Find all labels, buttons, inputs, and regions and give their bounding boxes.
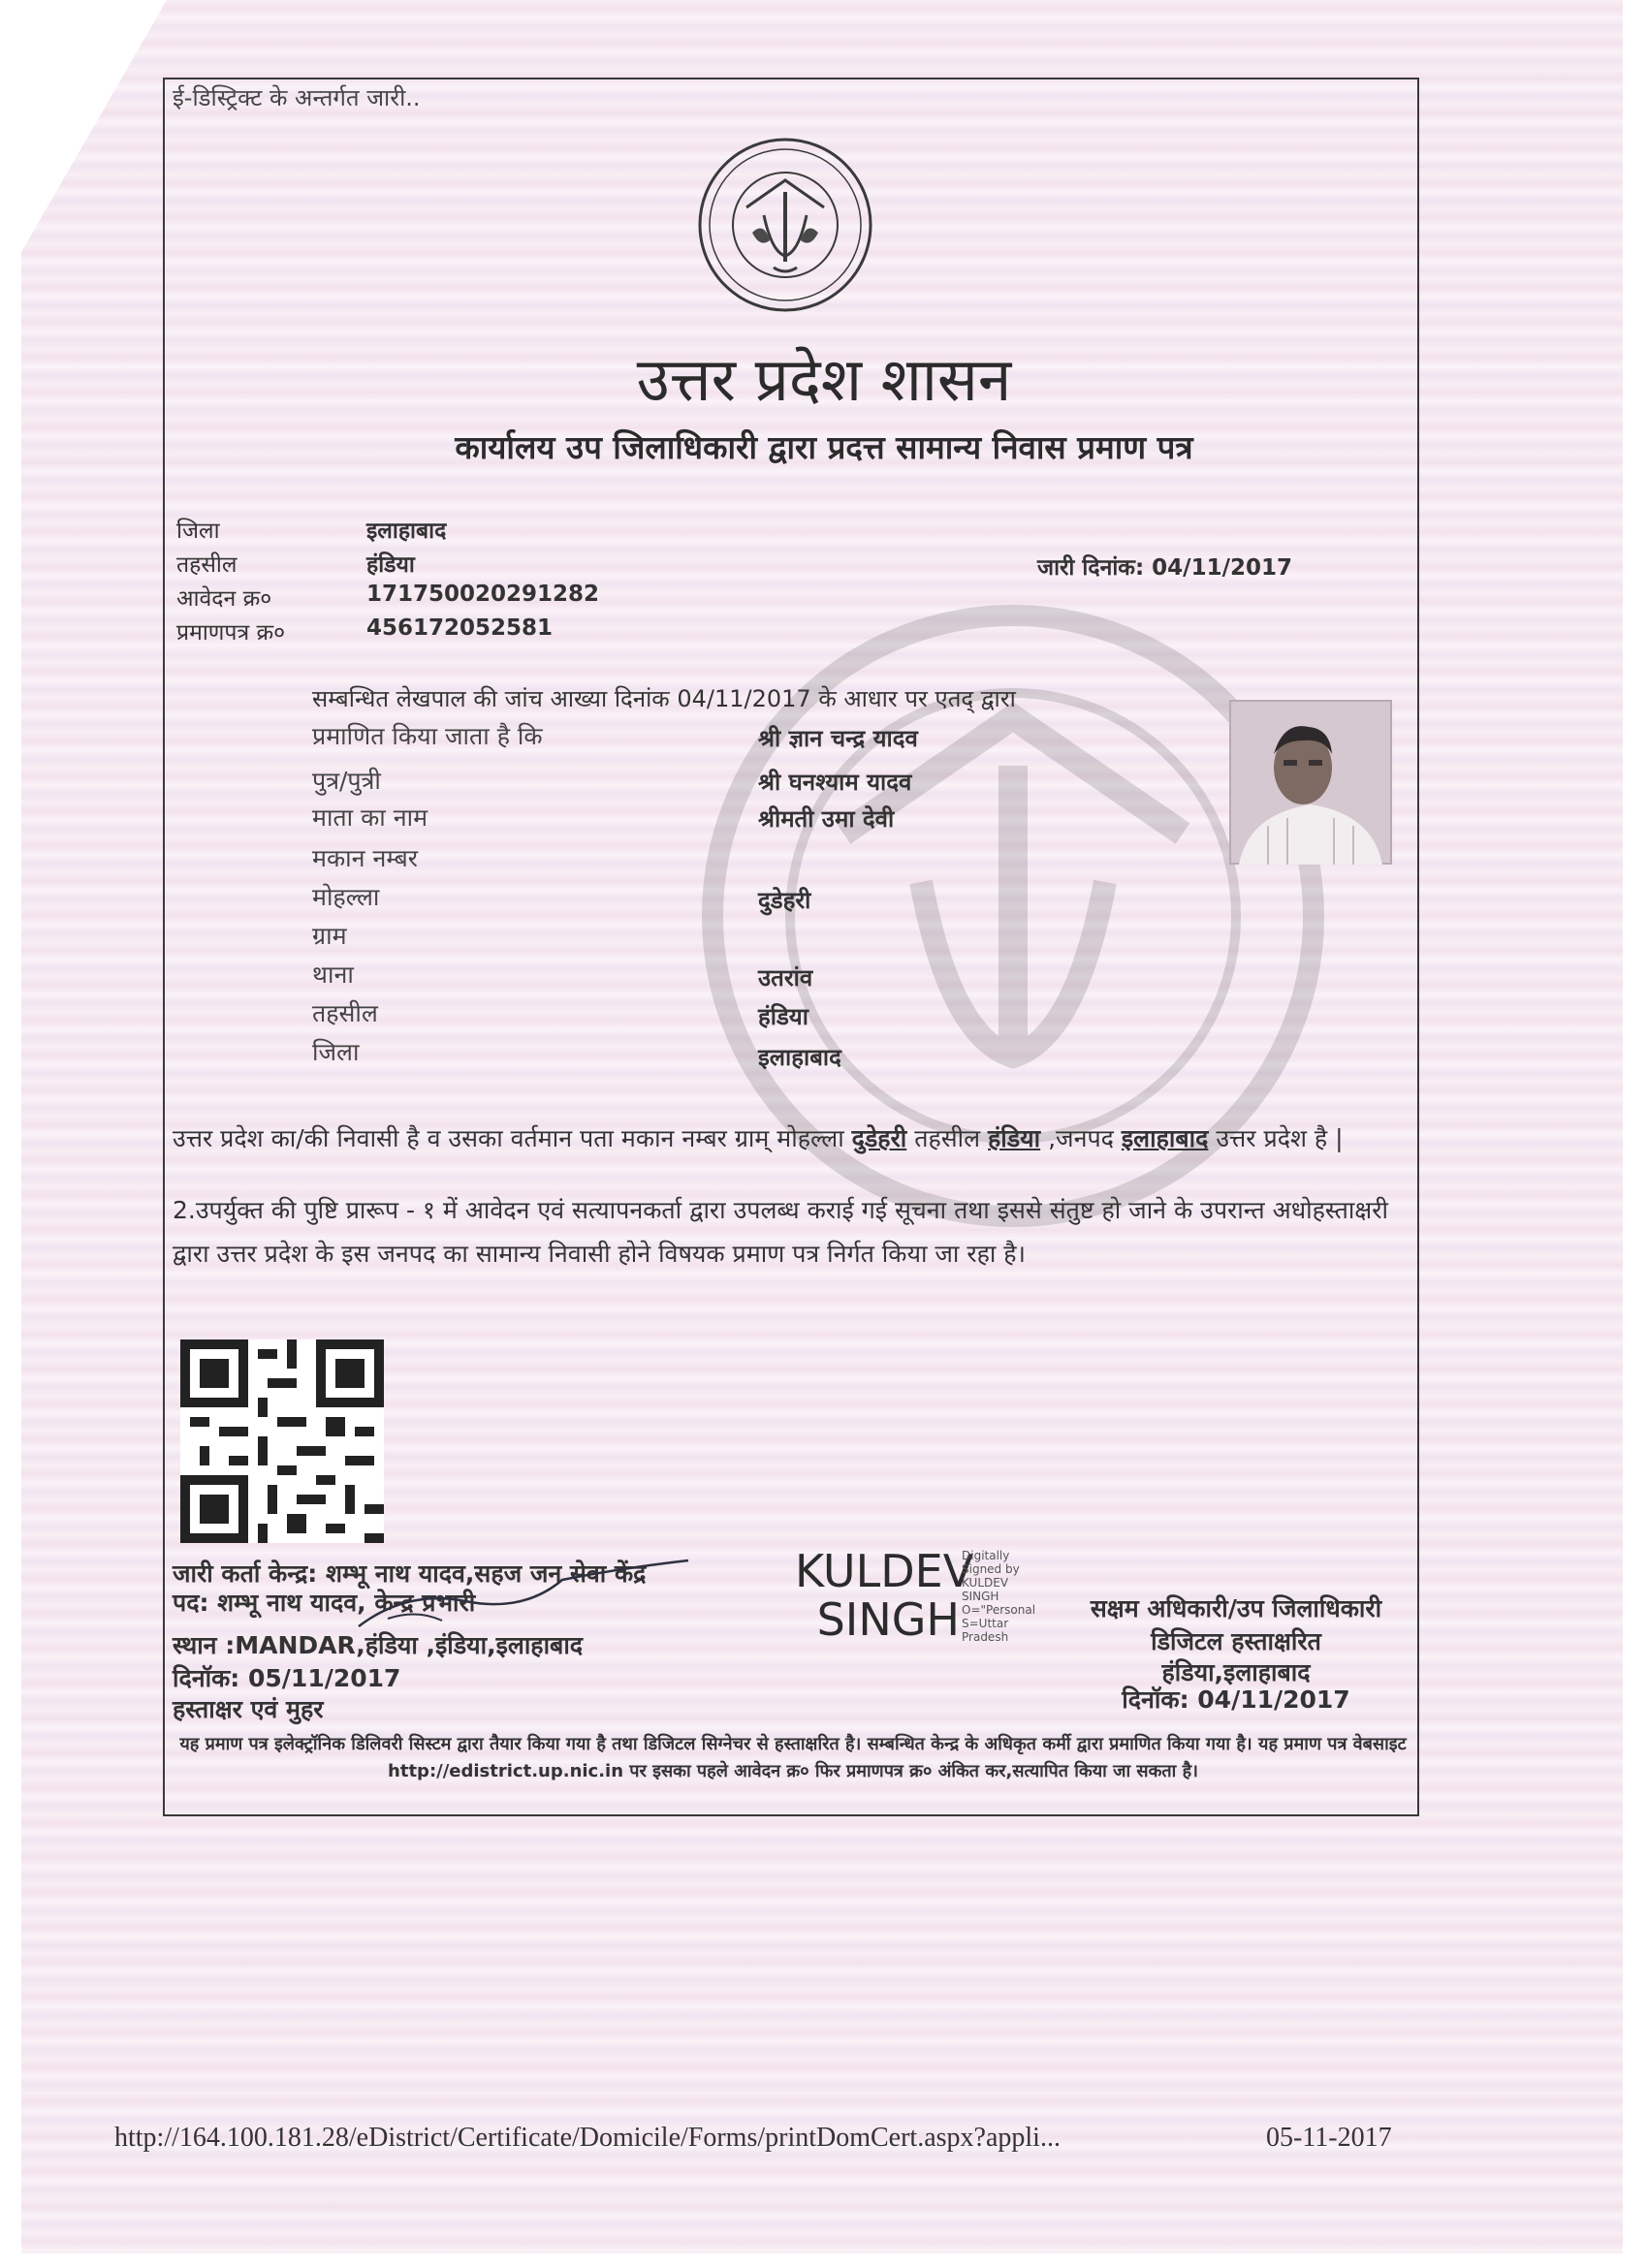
issuing-center: जारी कर्ता केन्द्र: शम्भू नाथ यादव,सहज जन सेवा केंद्र <box>173 1559 647 1588</box>
authority-date: दिनॉक: 04/11/2017 <box>1122 1685 1350 1714</box>
signature-detail: O="Personal <box>962 1603 1036 1617</box>
signature-detail: KULDEV <box>962 1576 1009 1590</box>
signature-detail: SINGH <box>962 1590 999 1603</box>
center-issue-date: दिनॉक: 05/11/2017 <box>173 1664 401 1692</box>
signer-first-name: KULDEV <box>795 1545 974 1597</box>
qr-code <box>180 1339 384 1543</box>
district-label: जिला <box>176 519 220 544</box>
tehsil-field-label: तहसील <box>312 999 378 1027</box>
residence-text-a: उत्तर प्रदेश का/की निवासी है व उसका वर्तमान पता मकान नम्बर ग्राम् मोहल्ला <box>173 1124 852 1152</box>
residence-tehsil: हंडिया <box>988 1124 1041 1152</box>
village-label: ग्राम <box>312 922 347 950</box>
certificate-no-label: प्रमाणपत्र क्र० <box>176 620 286 646</box>
digital-signer-name <box>795 1545 974 1646</box>
district-field-value: इलाहाबाद <box>758 1044 841 1071</box>
print-url: http://164.100.181.28/eDistrict/Certificate/Domicile/Forms/printDomCert.aspx?appli... <box>114 2123 1061 2153</box>
issuer-post: पद: शम्भू नाथ यादव, केन्द्र प्रभारी <box>173 1589 476 1617</box>
signature-detail: S=Uttar <box>962 1617 1009 1630</box>
up-government-emblem <box>696 136 874 314</box>
intro-line-2: प्रमाणित किया जाता है कि <box>312 722 543 750</box>
signature-detail: Signed by <box>962 1562 1020 1576</box>
locality-value: दुडेहरी <box>758 887 811 914</box>
document-title: उत्तर प्रदेश शासन <box>636 344 1012 415</box>
sign-and-seal-label: हस्ताक्षर एवं मुहर <box>173 1695 324 1723</box>
digital-signature-details <box>962 1549 1049 1644</box>
issue-place: स्थान :MANDAR,हंडिया ,इंडिया,इलाहाबाद <box>173 1631 584 1659</box>
residence-district: इलाहाबाद <box>1121 1124 1209 1152</box>
house-no-label: मकान नम्बर <box>312 844 418 872</box>
authority-location: हंडिया,इलाहाबाद <box>1161 1658 1311 1686</box>
police-station-value: उतरांव <box>758 964 813 992</box>
mother-name-value: श्रीमती उमा देवी <box>758 805 895 833</box>
signature-detail: Digitally <box>962 1549 1010 1562</box>
district-value: इलाहाबाद <box>366 519 447 544</box>
residence-text-d: उत्तर प्रदेश है | <box>1208 1124 1344 1152</box>
locality-label: मोहल्ला <box>312 883 380 911</box>
residence-text-c: ,जनपद <box>1040 1124 1122 1152</box>
police-station-label: थाना <box>312 961 354 989</box>
district-field-label: जिला <box>312 1038 360 1066</box>
signature-detail: Pradesh <box>962 1630 1009 1644</box>
application-no-label: आवेदन क्र० <box>176 586 272 612</box>
residence-locality: दुडेहरी <box>851 1124 907 1152</box>
document-subtitle: कार्यालय उप जिलाधिकारी द्वारा प्रदत्त सामान्य निवास प्रमाण पत्र <box>455 428 1193 466</box>
verification-footer-note: यह प्रमाण पत्र इलेक्ट्रॉनिक डिलिवरी सिस्टम द्वारा तैयार किया गया है तथा डिजिटल सिग्नेचर से हस्ताक्षरित है। सम्बन्धित केन्द्र के अधिकृत कर्मी द्वारा प्रमाणित किया गया है। यह प्रमाण पत्र वेबसाइट http://edistrict.up.nic.in पर इसका पहले आवेदन क्र० फिर प्रमाणपत्र क्र० अंकित कर,सत्यापित किया जा सकता है। <box>179 1734 1407 1781</box>
digitally-signed-label: डिजिटल हस्ताक्षरित <box>1151 1627 1321 1655</box>
folded-corner <box>21 0 167 252</box>
print-date: 05-11-2017 <box>1266 2123 1392 2153</box>
tehsil-label: तहसील <box>176 552 238 578</box>
header-note: ई-डिस्ट्रिक्ट के अन्तर्गत जारी.. <box>173 84 421 111</box>
applicant-name: श्री ज्ञान चन्द्र यादव <box>758 725 918 752</box>
residence-statement <box>173 1117 1404 1160</box>
tehsil-field-value: हंडिया <box>758 1003 808 1030</box>
parent-value: श्री घनश्याम यादव <box>758 769 912 796</box>
intro-line-1: सम्बन्धित लेखपाल की जांच आख्या दिनांक 04/11/2017 के आधार पर एतद् द्वारा <box>312 685 1016 712</box>
handwritten-signature <box>349 1551 698 1638</box>
authority-title: सक्षम अधिकारी/उप जिलाधिकारी <box>1090 1594 1382 1622</box>
applicant-photo <box>1229 700 1392 865</box>
residence-text-b: तहसील <box>906 1124 989 1152</box>
parent-label: पुत्र/पुत्री <box>312 767 381 795</box>
tehsil-value: हंडिया <box>366 552 415 578</box>
verification-statement: 2.उपर्युक्त की पुष्टि प्रारूप - १ में आवेदन एवं सत्यापनकर्ता द्वारा उपलब्ध कराई गई सूचना तथा इससे संतुष्ट हो जाने के उपरान्त अधोहस्ताक्षरी द्वारा उत्तर प्रदेश के इस जनपद का सामान्य निवासी होने विषयक प्रमाण पत्र निर्गत किया जा रहा है। <box>173 1196 1388 1268</box>
signer-last-name: SINGH <box>816 1593 960 1646</box>
certificate-no-value: 456172052581 <box>366 615 554 641</box>
mother-name-label: माता का नाम <box>312 803 428 832</box>
issue-date: जारी दिनांक: 04/11/2017 <box>1037 555 1292 581</box>
application-no-value: 17175002029128​2 <box>366 582 600 607</box>
